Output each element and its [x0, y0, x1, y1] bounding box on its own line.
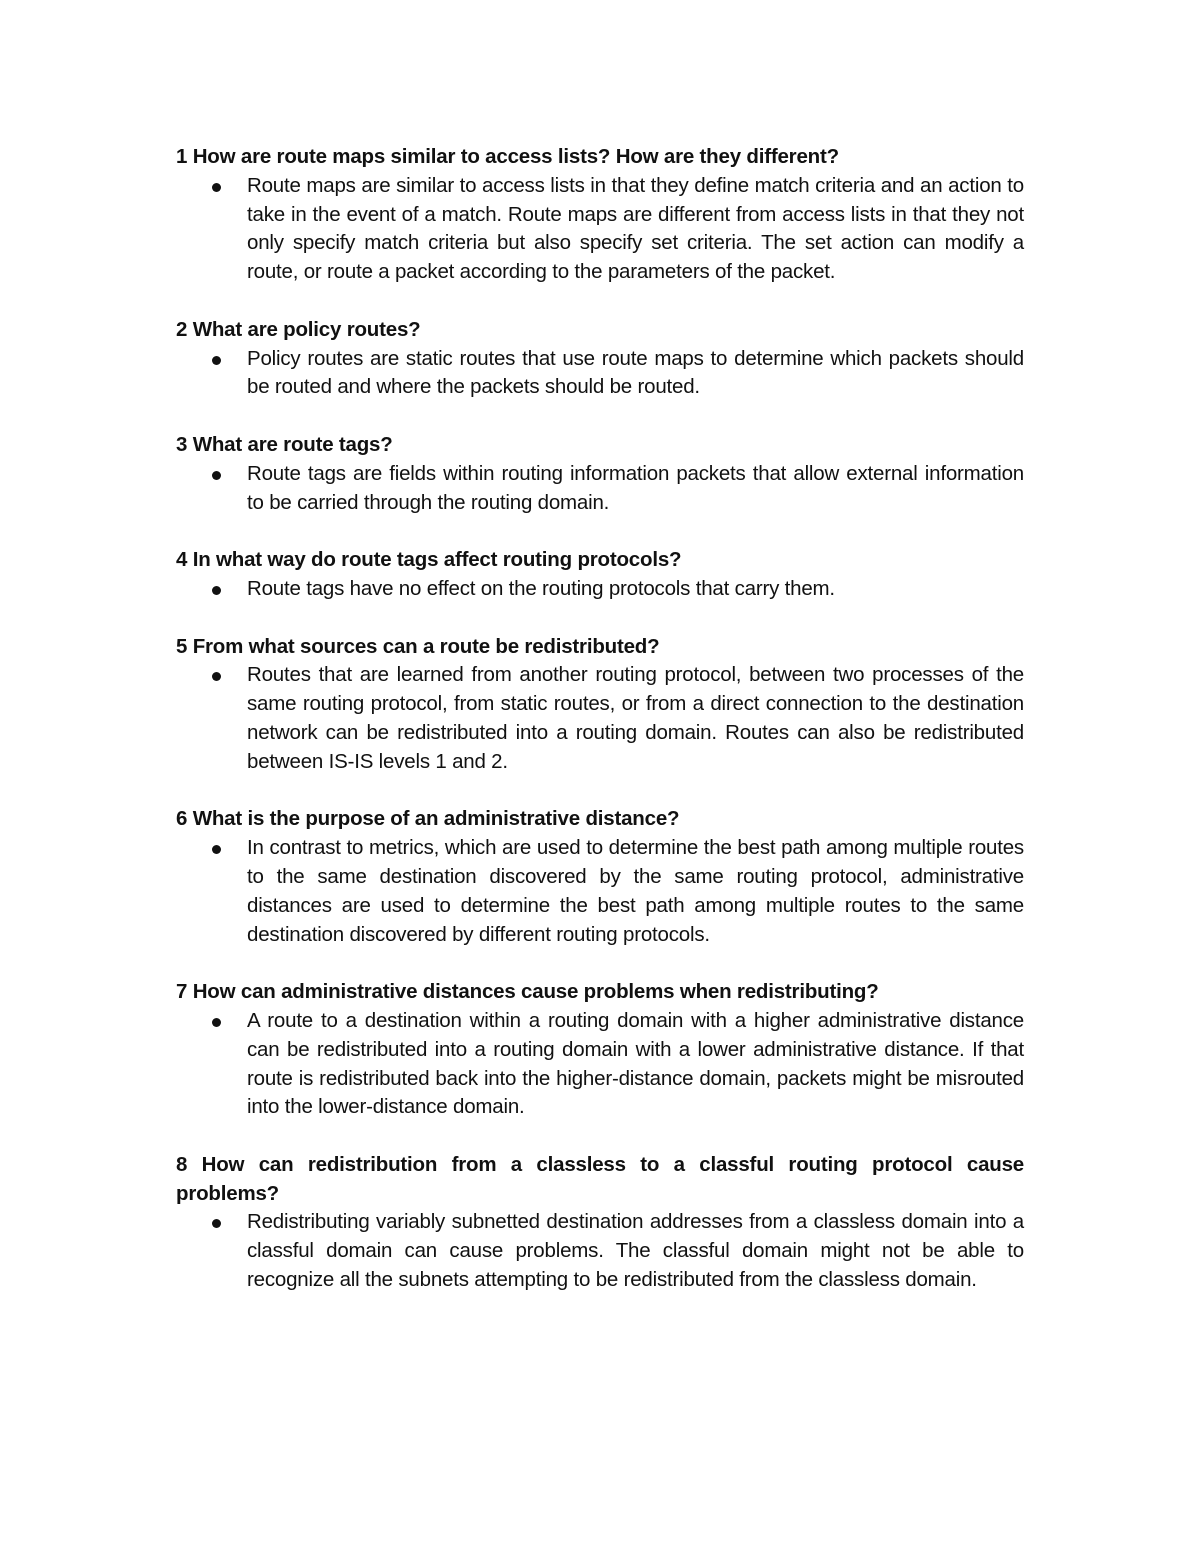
answer-text: Redistributing variably subnetted destination addresses from a classless domain into a classful domain can cause problems. The classful domain might not be able to recognize all the subnets attempting to be redistributed from the classless domain.: [247, 1210, 1024, 1292]
answer-text: Policy routes are static routes that use route maps to determine which packets should be routed and where the packets should be routed.: [247, 346, 1024, 399]
answer-item: [176, 575, 1024, 604]
answer-item: [176, 834, 1024, 949]
qa-item-8: [176, 1151, 1024, 1295]
answer-text: Route maps are similar to access lists in that they define match criteria and an action to take in the event of a match. Route maps are different from access lists in that they not only specify match criteria but also specify set criteria. The set action can modify a route, or route a packet according to the parameters of the packet.: [247, 173, 1024, 284]
answer-list: [176, 172, 1024, 287]
answer-item: [176, 1208, 1024, 1294]
answer-item: [176, 661, 1024, 776]
bullet-icon: [212, 672, 221, 681]
qa-item-3: [176, 431, 1024, 517]
qa-item-2: [176, 316, 1024, 402]
qa-item-1: [176, 143, 1024, 287]
question-heading: 3 What are route tags?: [176, 432, 393, 456]
question-heading: 8 How can redistribution from a classless to a classful routing protocol cause problems?: [176, 1152, 1024, 1205]
question-heading: 5 From what sources can a route be redistributed?: [176, 634, 660, 658]
paragraph-spacer: [176, 287, 1024, 316]
bullet-icon: [212, 1219, 221, 1228]
paragraph-spacer: [176, 604, 1024, 633]
question-heading: 7 How can administrative distances cause problems when redistributing?: [176, 980, 879, 1004]
answer-list: [176, 575, 1024, 604]
qa-item-7: [176, 978, 1024, 1122]
answer-list: [176, 1208, 1024, 1294]
answer-item: [176, 1007, 1024, 1122]
bullet-icon: [212, 356, 221, 365]
bullet-icon: [212, 183, 221, 192]
answer-text: Route tags are fields within routing information packets that allow external information to be carried through the routing domain.: [247, 461, 1024, 514]
question-heading: 4 In what way do route tags affect routing protocols?: [176, 548, 682, 572]
paragraph-spacer: [176, 777, 1024, 806]
answer-text: A route to a destination within a routing domain with a higher administrative distance can be redistributed into a routing domain with a lower administrative distance. If that route is redistributed back into the higher-distance domain, packets might be misrouted into the lower-distance domain.: [247, 1008, 1024, 1119]
question-heading: 1 How are route maps similar to access lists? How are they different?: [176, 145, 839, 168]
answer-list: [176, 834, 1024, 949]
bullet-icon: [212, 845, 221, 854]
paragraph-spacer: [176, 517, 1024, 546]
document-page: [176, 143, 1024, 1295]
answer-item: [176, 172, 1024, 287]
bullet-icon: [212, 586, 221, 595]
bullet-icon: [212, 471, 221, 480]
answer-list: [176, 345, 1024, 403]
paragraph-spacer: [176, 1122, 1024, 1151]
qa-item-6: [176, 805, 1024, 949]
bullet-icon: [212, 1018, 221, 1027]
paragraph-spacer: [176, 949, 1024, 978]
question-heading: 6 What is the purpose of an administrative distance?: [176, 807, 680, 831]
paragraph-spacer: [176, 402, 1024, 431]
answer-text: Routes that are learned from another routing protocol, between two processes of the same routing protocol, from static routes, or from a direct connection to the destination network can be redistributed into a routing domain. Routes can also be redistributed between IS-IS levels 1 and 2.: [247, 663, 1024, 773]
answer-list: [176, 460, 1024, 518]
qa-item-4: [176, 546, 1024, 604]
answer-text: In contrast to metrics, which are used to determine the best path among multiple routes to the same destination discovered by the same routing protocol, administrative distances are used to determine the best path among multiple routes to the same destination discovered by different routing protocols.: [247, 836, 1024, 946]
answer-text: Route tags have no effect on the routing protocols that carry them.: [247, 576, 835, 600]
answer-item: [176, 345, 1024, 403]
question-heading: 2 What are policy routes?: [176, 317, 421, 341]
qa-item-5: [176, 633, 1024, 777]
answer-list: [176, 661, 1024, 776]
answer-item: [176, 460, 1024, 518]
answer-list: [176, 1007, 1024, 1122]
